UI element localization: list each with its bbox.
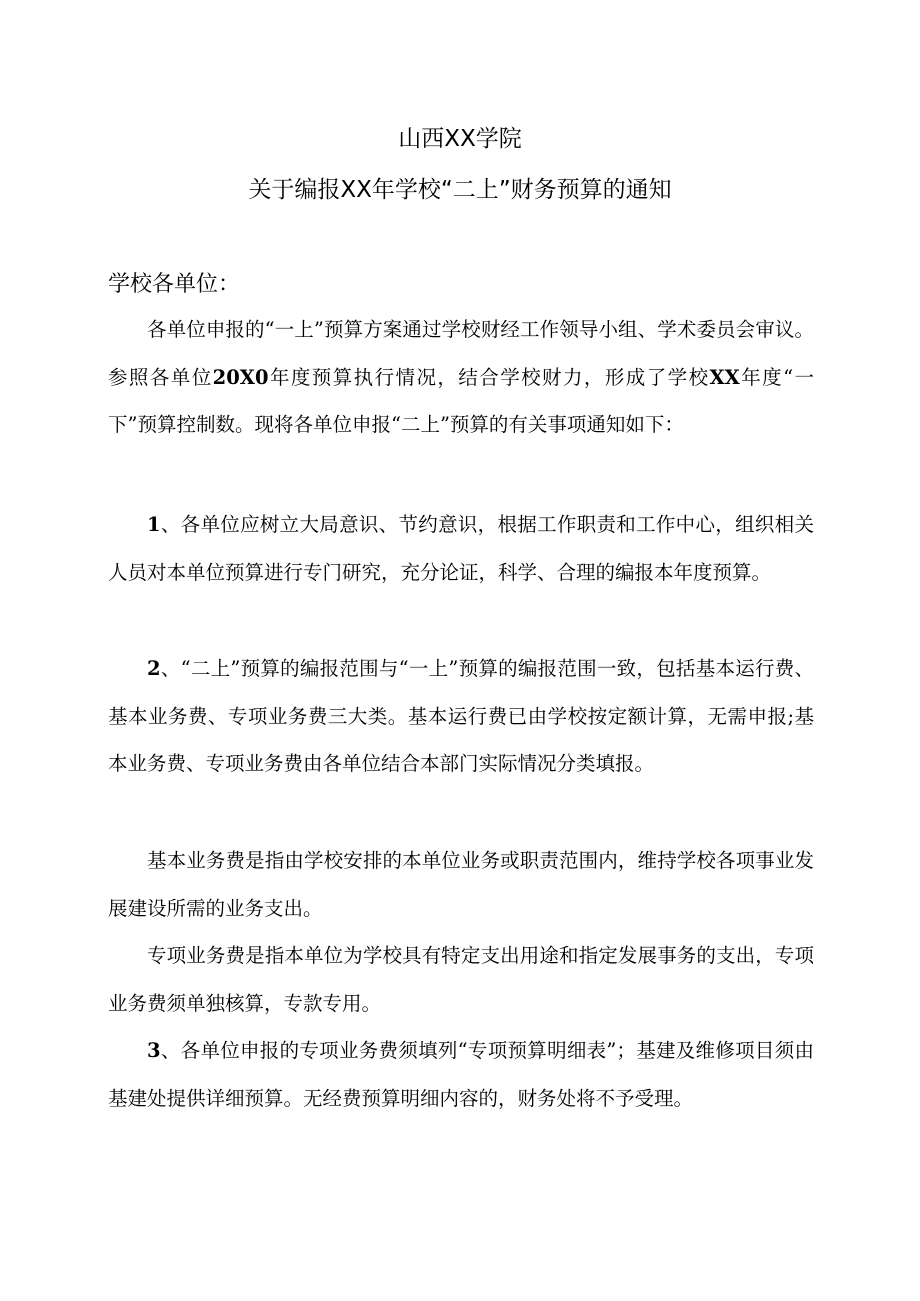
notice-title: 关于编报XX年学校“二上”财务预算的通知 [248, 177, 672, 203]
organization-title: 山西XX学院 [398, 126, 522, 152]
item-number: 3 [147, 1039, 161, 1062]
paragraph-item-3 [108, 1027, 814, 1122]
paragraph-text: 年度“一下”预算控制数。现将各单位申报“二上”预算的有关事项通知如下： [108, 365, 814, 436]
paragraph-basic-business-fee [108, 837, 814, 932]
paragraph-text: 、各单位应树立大局意识、节约意识，根据工作职责和工作中心，组织相关人员对本单位预算进行专门研究，充分论证，科学、合理的编报本年度预算。 [108, 513, 814, 584]
paragraph-item-1 [108, 501, 814, 596]
year-bold: 20X0 [212, 365, 269, 389]
paragraph-intro [108, 306, 814, 449]
paragraph-text: 、各单位申报的专项业务费须填列“专项预算明细表”；基建及维修项目须由基建处提供详细预算。无经费预算明细内容的，财务处将不予受理。 [108, 1039, 814, 1110]
salutation: 学校各单位： [108, 272, 241, 297]
paragraph-item-2 [108, 645, 814, 788]
paragraph-text: 年度预算执行情况，结合学校财力，形成了学校 [268, 365, 710, 389]
paragraph-text: 专项业务费是指本单位为学校具有特定支出用途和指定发展事务的支出，专项业务费须单独核算，专款专用。 [108, 944, 814, 1015]
paragraph-text: 、“二上”预算的编报范围与“一上”预算的编报范围一致，包括基本运行费、基本业务费、专项业务费三大类。基本运行费已由学校按定额计算，无需申报;基本业务费、专项业务费由各单位结合本部门实际情况分类填报。 [108, 657, 814, 775]
paragraph-text: 基本业务费是指由学校安排的本单位业务或职责范围内，维持学校各项事业发展建设所需的业务支出。 [108, 849, 814, 920]
paragraph-text: 各单位申报的“一上”预算方案通过学校财经工作领导小组、学术委员会审议。参照各单位 [108, 318, 814, 389]
year-bold: XX [709, 365, 740, 389]
item-number: 1 [147, 513, 161, 536]
paragraph-special-business-fee [108, 932, 814, 1027]
item-number: 2 [147, 657, 161, 680]
